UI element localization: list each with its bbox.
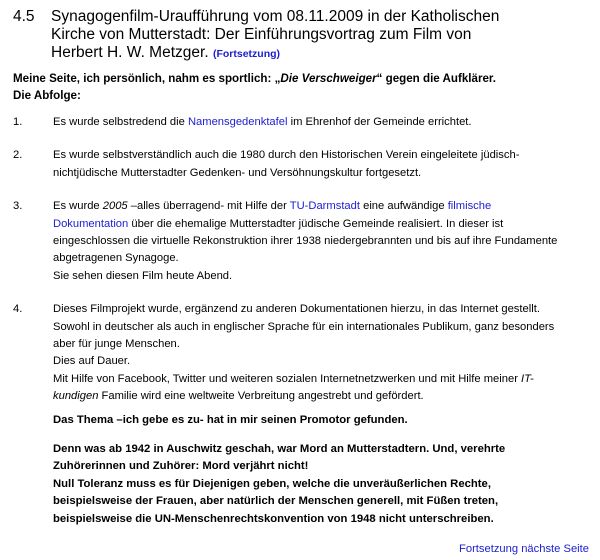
next-page-link[interactable]: Fortsetzung nächste Seite (459, 543, 589, 555)
item-text: Mit Hilfe von Facebook, Twitter und weiteren sozialen Internetnetzwerken und mit Hilfe meiner (53, 372, 522, 385)
item-italic: kundigen (53, 390, 99, 403)
intro-tail: “ gegen die Aufklärer. (376, 72, 497, 85)
item-line (53, 371, 593, 388)
section-number: 4.5 (13, 8, 35, 25)
promotor-statement: Das Thema –ich gebe es zu- hat in mir seinen Promotor gefunden. (53, 414, 408, 426)
item-text: abgetragenen Synagoge. (53, 252, 179, 265)
item-line (53, 198, 593, 215)
item-text: Es wurde (53, 200, 103, 213)
item-number: 1. (13, 116, 23, 128)
item-body (53, 147, 593, 182)
item-text: Sie sehen diesen Film heute Abend. (53, 269, 233, 282)
closing-line: Denn was ab 1942 in Auschwitz geschah, war Mord an Mutterstadtern. Und, verehrte (53, 443, 506, 455)
item-text: im Ehrenhof der Gemeinde errichtet. (287, 116, 472, 128)
heading-line-3-text: Herbert H. W. Metzger. (51, 44, 209, 61)
item-text: eingeschlossen die virtuelle Rekonstruktion ihrer 1938 niedergebrannten und bis auf ihre Fundamente (53, 235, 558, 248)
filmische-link[interactable]: filmische (447, 200, 492, 213)
numbered-list (13, 114, 593, 422)
item-text: –alles überragend- mit Hilfe der (127, 200, 290, 213)
namensgedenktafel-link[interactable]: Namensgedenktafel (187, 116, 288, 128)
dokumentation-link[interactable]: Dokumentation (53, 217, 129, 230)
item-text: Sowohl in deutscher als auch in englischer Sprache für ein internationales Publikum, ganz besonders (53, 320, 555, 333)
item-text: über die ehemalige Mutterstadter jüdische Gemeinde realisiert. In dieser ist (128, 217, 504, 230)
item-text: nichtjüdische Mutterstadter Gedenken- und Versöhnungskultur fortgesetzt. (53, 166, 422, 179)
item-body (53, 198, 593, 285)
item-text: Dieses Filmprojekt wurde, ergänzend zu anderen Dokumentationen hierzu, in das Internet gestellt. (53, 303, 540, 316)
item-number: 4. (13, 303, 23, 316)
tu-darmstadt-link[interactable]: TU-Darmstadt (289, 200, 360, 213)
item-text: aber für junge Menschen. (53, 338, 180, 351)
list-item-2 (13, 147, 593, 182)
sequence-label: Die Abfolge: (13, 89, 81, 102)
item-italic: IT- (521, 372, 534, 385)
item-text: Es wurde selbstverständlich auch die 1980 durch den Historischen Verein eingeleitete jüdisch- (53, 149, 520, 162)
item-line (53, 388, 593, 405)
heading-line-2: Kirche von Mutterstadt: Der Einführungsvortrag zum Film von (51, 26, 472, 43)
item-body (53, 114, 593, 131)
item-number: 2. (13, 149, 23, 162)
closing-line: Zuhörerinnen und Zuhörer: Mord verjährt nicht! (53, 460, 309, 473)
heading-line-3 (51, 44, 593, 63)
closing-statement (53, 441, 573, 528)
intro-block (13, 70, 593, 104)
item-number: 3. (13, 200, 23, 213)
item-line (53, 216, 593, 233)
continuation-link[interactable]: (Fortsetzung) (212, 48, 281, 60)
film-title: Die Verschweiger (280, 72, 377, 85)
intro-lead: Meine Seite, ich persönlich, nahm es sportlich: „ (13, 72, 281, 85)
item-text: Familie wird eine weltweite Verbreitung angestrebt und gefördert. (98, 390, 424, 403)
item-body (53, 301, 593, 405)
item-text: Dies auf Dauer. (53, 355, 131, 368)
heading-line-1: Synagogenfilm-Uraufführung vom 08.11.2009 in der Katholischen (51, 8, 500, 25)
intro-line (13, 70, 593, 87)
closing-line: beispielsweise die UN-Menschenrechtskonvention von 1948 nicht unterschreiben. (53, 512, 494, 525)
list-item-4 (13, 301, 593, 405)
closing-line: Null Toleranz muss es für Diejenigen geben, welche die unveräußerlichen Rechte, (53, 477, 491, 490)
list-item-1 (13, 114, 593, 131)
page-heading (13, 8, 593, 63)
item-year: 2005 (102, 200, 128, 213)
item-text: eine aufwändige (359, 200, 448, 213)
closing-line: beispielsweise der Frauen, aber natürlich der Menschen generell, mit Füßen treten, (53, 495, 499, 508)
list-item-3 (13, 198, 593, 285)
item-text: Es wurde selbstredend die (53, 116, 188, 128)
